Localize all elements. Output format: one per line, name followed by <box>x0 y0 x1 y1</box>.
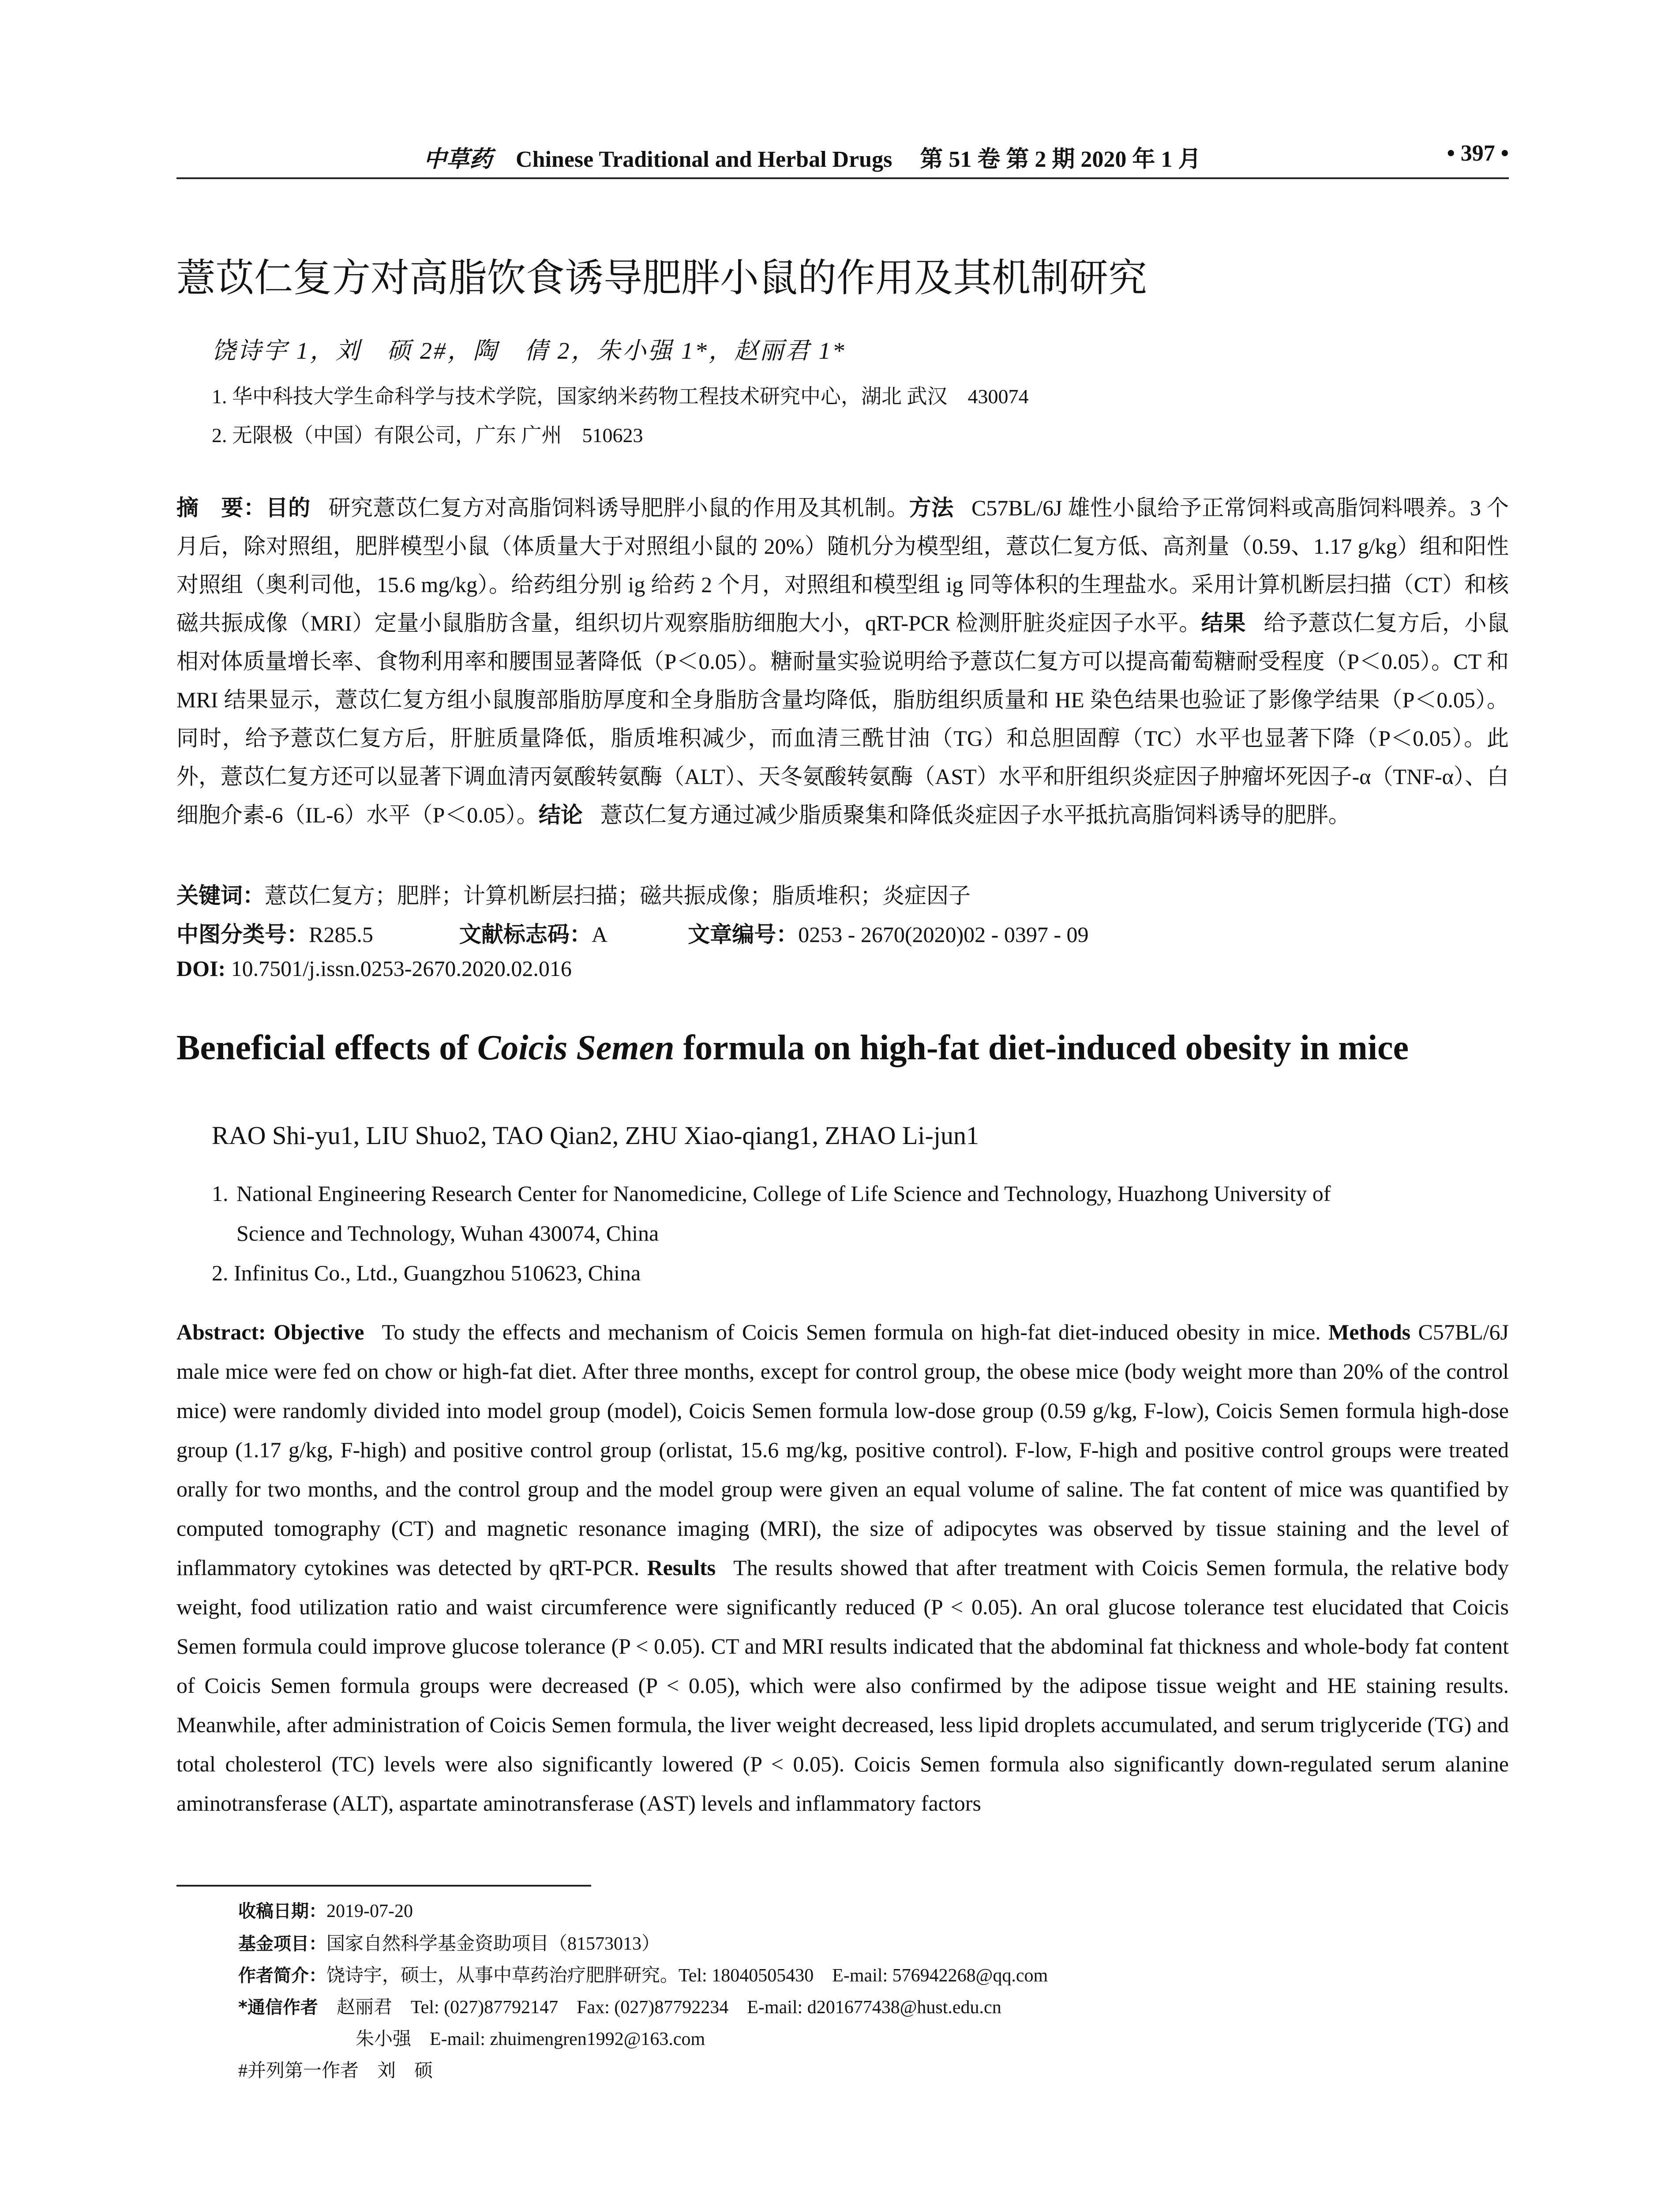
en-affiliation-1-number: 1. <box>212 1181 229 1206</box>
fn-corr-label: *通信作者 <box>238 1997 318 2018</box>
issue-info: 第 51 卷 第 2 期 2020 年 1 月 <box>920 147 1201 172</box>
en-title-part-1: Beneficial effects of <box>176 1028 477 1067</box>
keywords-label: 关键词： <box>176 883 265 908</box>
artno-label: 文章编号： <box>688 922 799 947</box>
cn-results: 给予薏苡仁复方后，小鼠相对体质量增长率、食物利用率和腰围显著降低（P＜0.05）。糖耐量实验说明给予薏苡仁复方可以提高葡萄糖耐受程度（P＜0.05）。CT 和 MRI 结果显示，薏苡仁复方组小鼠腹部脂肪厚度和全身脂肪含量均降低，脂肪组织质量和 HE 染色结果也验证了影像学结果（P＜0.05）。同时，给予薏苡仁复方后，肝脏质量降低，脂质堆积减少，而血清三酰甘油（TG）和总胆固醇（TC）水平也显著下降（P＜0.05）。此外，薏苡仁复方还可以显著下调血清丙氨酸转氨酶（ALT）、天冬氨酸转氨酶（AST）水平和肝组织炎症因子肿瘤坏死因子-α（TNF-α）、白细胞介素-6（IL-6）水平（P＜0.05）。 <box>176 611 1509 827</box>
clc-label: 中图分类号： <box>176 922 309 947</box>
running-header <box>176 140 1509 176</box>
cn-abstract <box>176 489 1509 834</box>
cn-affiliation-1: 1. 华中科技大学生命科学与技术学院，国家纳米药物工程技术研究中心，湖北 武汉 430074 <box>212 385 1029 408</box>
cn-objective-label: 目的 <box>266 495 311 521</box>
en-affiliation-2: 2. Infinitus Co., Ltd., Guangzhou 510623, China <box>212 1261 641 1285</box>
doi-label: DOI: <box>176 956 226 981</box>
fn-corresponding <box>238 1992 1001 2019</box>
doccode-label: 文献标志码： <box>459 922 592 947</box>
en-abstract <box>176 1313 1509 1823</box>
fn-fund-value: 国家自然科学基金资助项目（81573013） <box>326 1934 660 1954</box>
fn-bio-label: 作者简介： <box>238 1966 326 1986</box>
cn-doi <box>176 956 572 981</box>
cn-results-label: 结果 <box>1201 610 1246 636</box>
artno-value: 0253 - 2670(2020)02 - 0397 - 09 <box>798 922 1089 947</box>
cn-conclusion-label: 结论 <box>538 802 583 828</box>
journal-logo: 中草药 <box>424 147 493 172</box>
cn-methods-label: 方法 <box>909 495 954 521</box>
fn-cofirst: #并列第一作者 刘 硕 <box>238 2061 433 2081</box>
en-affiliation-1-line-1: National Engineering Research Center for Nanomedicine, College of Life Science and Technology, Huazhong University of <box>236 1181 1331 1206</box>
journal-name: Chinese Traditional and Herbal Drugs <box>516 147 892 172</box>
clc-value: R285.5 <box>309 922 373 947</box>
cn-abstract-label: 摘 要： <box>176 495 266 521</box>
cn-affiliation-2: 2. 无限极（中国）有限公司，广东 广州 510623 <box>212 424 643 446</box>
cn-conclusion: 薏苡仁复方通过减少脂质聚集和降低炎症因子水平抵抗高脂饲料诱导的肥胖。 <box>600 803 1350 827</box>
fn-bio-value: 饶诗宇，硕士，从事中草药治疗肥胖研究。Tel: 18040505430 E-mail: 576942268@qq.com <box>326 1966 1048 1986</box>
fn-received-label: 收稿日期： <box>238 1901 326 1921</box>
fn-fund <box>238 1929 660 1955</box>
footnote-rule <box>176 1885 591 1887</box>
fn-received-value: 2019-07-20 <box>326 1901 413 1921</box>
cn-methods: C57BL/6J 雄性小鼠给予正常饲料或高脂饲料喂养。3 个月后，除对照组，肥胖模型小鼠（体质量大于对照组小鼠的 20%）随机分为模型组，薏苡仁复方低、高剂量（0.59、1.17 g/kg）组和阳性对照组（奥利司他，15.6 mg/kg）。给药组分别 ig 给药 2 个月，对照组和模型组 ig 同等体积的生理盐水。采用计算机断层扫描（CT）和核磁共振成像（MRI）定量小鼠脂肪含量，组织切片观察脂肪细胞大小，qRT-PCR 检测肝脏炎症因子水平。 <box>176 495 1509 635</box>
doi-value: 10.7501/j.issn.0253-2670.2020.02.016 <box>231 956 572 981</box>
en-methods-label: Methods <box>1328 1320 1411 1344</box>
cn-classification <box>176 917 1088 949</box>
fn-fund-label: 基金项目： <box>238 1934 326 1954</box>
fn-corr-1: 赵丽君 Tel: (027)87792147 Fax: (027)87792234 E-mail: d201677438@hust.edu.cn <box>336 1997 1001 2018</box>
en-title <box>176 1028 1409 1068</box>
en-affiliation-1 <box>212 1174 1509 1253</box>
fn-received <box>238 1897 413 1922</box>
en-results: The results showed that after treatment with Coicis Semen formula, the relative body weight, food utilization ratio and waist circumference were significantly reduced (P < 0.05). An oral glucose tolerance test elucidated that Coicis Semen formula could improve glucose tolerance (P < 0.05). CT and MRI results indicated that the abdominal fat thickness and whole-body fat content of Coicis Semen formula groups were decreased (P < 0.05), which were also confirmed by the adipose tissue weight and HE staining results. Meanwhile, after administration of Coicis Semen formula, the liver weight decreased, less lipid droplets accumulated, and serum triglyceride (TG) and total cholesterol (TC) levels were also significantly lowered (P < 0.05). Coicis Semen formula also significantly down-regulated serum alanine aminotransferase (ALT), aspartate aminotransferase (AST) levels and inflammatory factors <box>176 1555 1509 1816</box>
en-objective: To study the effects and mechanism of Coicis Semen formula on high-fat diet-induced obesity in mice. <box>382 1320 1321 1344</box>
en-results-label: Results <box>647 1555 716 1580</box>
en-abstract-label: Abstract: Objective <box>176 1320 364 1344</box>
page-number: • 397 • <box>1447 141 1509 166</box>
cn-title: 薏苡仁复方对高脂饮食诱导肥胖小鼠的作用及其机制研究 <box>176 255 1148 300</box>
cn-authors: 饶诗宇 1，刘 硕 2#，陶 倩 2，朱小强 1*，赵丽君 1* <box>212 338 846 364</box>
keywords-text: 薏苡仁复方；肥胖；计算机断层扫描；磁共振成像；脂质堆积；炎症因子 <box>265 883 971 908</box>
en-authors: RAO Shi-yu1, LIU Shuo2, TAO Qian2, ZHU Xiao-qiang1, ZHAO Li-jun1 <box>212 1121 979 1150</box>
cn-keywords <box>176 878 971 910</box>
en-methods: C57BL/6J male mice were fed on chow or high-fat diet. After three months, except for control group, the obese mice (body weight more than 20% of the control mice) were randomly divided into model group (model), Coicis Semen formula low-dose group (0.59 g/kg, F-low), Coicis Semen formula high-dose group (1.17 g/kg, F-high) and positive control group (orlistat, 15.6 mg/kg, positive control). F-low, F-high and positive control groups were treated orally for two months, and the control group and the model group were given an equal volume of saline. The fat content of mice was quantified by computed tomography (CT) and magnetic resonance imaging (MRI), the size of adipocytes was observed by tissue staining and the level of inflammatory cytokines was detected by qRT-PCR. <box>176 1320 1509 1580</box>
doccode-value: A <box>591 922 607 947</box>
cn-objective: 研究薏苡仁复方对高脂饲料诱导肥胖小鼠的作用及其机制。 <box>328 495 909 520</box>
header-rule <box>176 177 1509 179</box>
en-title-italic: Coicis Semen <box>477 1028 675 1067</box>
fn-corresponding-2: 朱小强 E-mail: zhuimengren1992@163.com <box>356 2029 705 2049</box>
en-affiliation-1-line-2: Science and Technology, Wuhan 430074, China <box>236 1221 659 1246</box>
fn-bio <box>238 1961 1048 1987</box>
en-title-part-2: formula on high-fat diet-induced obesity in mice <box>674 1028 1409 1067</box>
